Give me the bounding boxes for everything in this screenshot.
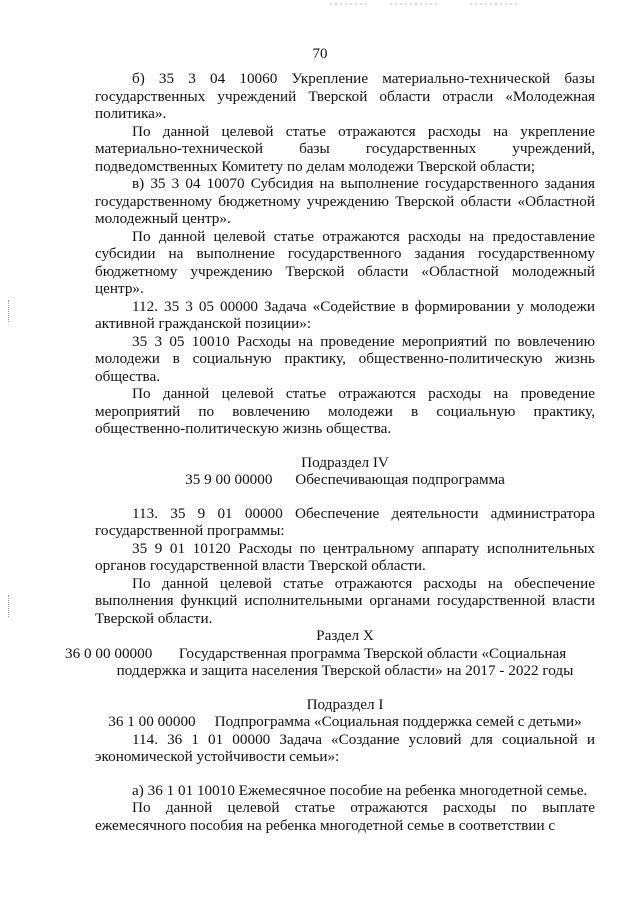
paragraph: а) 36 1 01 10010 Ежемесячное пособие на ребенка многодетной семье. <box>132 781 588 799</box>
paragraph: По данной целевой статье отражаются расходы по выплате ежемесячного пособия на ребенка многодетной семье в соответствии с <box>95 799 595 834</box>
section-code: 36 0 00 00000 <box>65 644 153 662</box>
paragraph: По данной целевой статье отражаются расходы на проведение мероприятий по вовлечению молодежи в социальную практику, общественно-политическую жизнь общества. <box>95 385 595 437</box>
paragraph: По данной целевой статье отражаются расходы на обеспечение выполнения функций исполнительными органами государственной власти Тверской области. <box>95 574 595 627</box>
subsection-title: Подраздел I <box>306 695 384 713</box>
scan-edge-dots <box>8 300 11 322</box>
subsection-code: 36 1 00 00000 <box>108 713 196 730</box>
paragraph: 113. 35 9 01 00000 Обеспечение деятельности администратора государственной программы: <box>95 504 595 539</box>
document-body <box>65 70 595 834</box>
paragraph: б) 35 3 04 10060 Укрепление материально-технической базы государственных учреждений Тверской области отрасли «Молодежная политика». <box>95 70 595 122</box>
paragraph: 112. 35 3 05 00000 Задача «Содействие в формировании у молодежи активной гражданской позиции»: <box>95 297 595 332</box>
section-heading <box>65 645 595 663</box>
scan-edge-dots <box>8 595 11 617</box>
subsection-code: 35 9 00 00000 <box>185 471 273 488</box>
paragraph: 35 3 05 10010 Расходы на проведение мероприятий по вовлечению молодежи в социальную практику, общественно-политическую жизнь общества. <box>95 332 595 385</box>
subsection-name: Обеспечивающая подпрограмма <box>295 471 505 488</box>
scan-edge-marks <box>330 2 530 8</box>
subsection-heading <box>95 471 595 489</box>
subsection-name: Подпрограмма «Социальная поддержка семей с детьми» <box>214 713 582 730</box>
subsection-title: Подраздел IV <box>301 453 389 471</box>
section-name-line2: поддержка и защита населения Тверской области» на 2017 - 2022 годы <box>116 662 574 679</box>
subsection-heading <box>95 713 595 731</box>
section-title: Раздел X <box>316 627 374 644</box>
paragraph: По данной целевой статье отражаются расходы на укрепление материально-технической базы государственных учреждений, подведомственных Комитету по делам молодежи Тверской области; <box>95 122 595 175</box>
paragraph: в) 35 3 04 10070 Субсидия на выполнение государственного задания государственному бюджетному учреждению Тверской области «Областной молодежный центр». <box>95 175 595 227</box>
paragraph: По данной целевой статье отражаются расходы на предоставление субсидии на выполнение государственного задания государственному бюджетному учреждению Тверской области «Областной молодежный центр». <box>95 227 595 297</box>
section-name-line1: Государственная программа Тверской области «Социальная <box>178 644 567 662</box>
paragraph: 35 9 01 10120 Расходы по центральному аппарату исполнительных органов государственной власти Тверской области. <box>95 539 595 574</box>
page-number: 70 <box>312 46 328 62</box>
paragraph: 114. 36 1 01 00000 Задача «Создание условий для социальной и экономической устойчивости семьи»: <box>95 730 595 765</box>
